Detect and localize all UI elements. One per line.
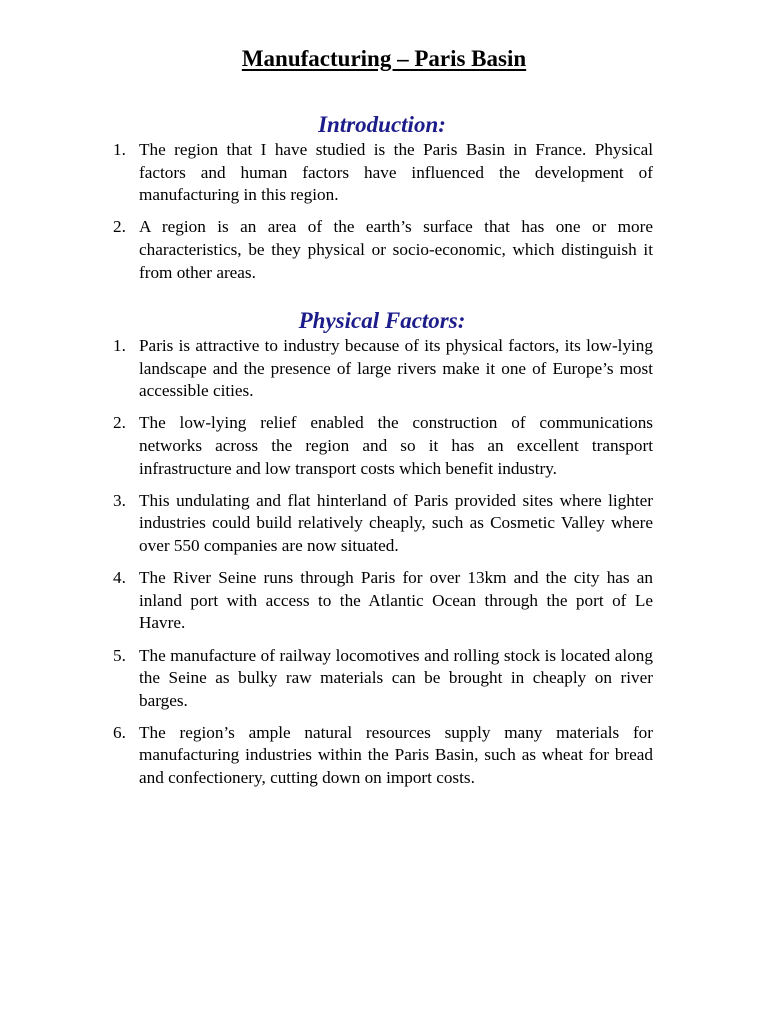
document-title: Manufacturing – Paris Basin — [241, 46, 527, 71]
item-number: 5. — [113, 645, 126, 665]
physical-factors-item — [113, 335, 653, 403]
physical-factors-item — [113, 412, 653, 480]
item-number: 1. — [113, 336, 126, 355]
physical-factors-item — [113, 645, 653, 713]
introduction-item — [113, 216, 653, 284]
item-text: Paris is attractive to industry because of its physical factors, its low-lying landscape and the presence of large rivers make it one of Europe’s most accessible cities. — [139, 336, 653, 401]
item-number: 2. — [113, 413, 126, 433]
item-number: 3. — [113, 490, 126, 510]
physical-factors-heading: Physical Factors: — [298, 308, 466, 333]
item-text: The River Seine runs through Paris for over 13km and the city has an inland port with access to the Atlantic Ocean through the port of Le Havre. — [139, 568, 653, 633]
introduction-heading: Introduction: — [318, 112, 446, 137]
item-number: 2. — [113, 217, 126, 237]
item-text: A region is an area of the earth’s surface that has one or more characteristics, be they physical or socio-economic, which distinguish it from other areas. — [139, 217, 653, 282]
item-number: 4. — [113, 568, 126, 588]
physical-factors-item — [113, 490, 653, 558]
item-text: The manufacture of railway locomotives and rolling stock is located along the Seine as bulky raw materials can be brought in cheaply on river barges. — [139, 645, 653, 710]
item-number: 1. — [113, 140, 126, 159]
item-text: This undulating and flat hinterland of Paris provided sites where lighter industries could build relatively cheaply, such as Cosmetic Valley where over 550 companies are now situated. — [139, 490, 653, 555]
item-text: The region’s ample natural resources supply many materials for manufacturing industries within the Paris Basin, such as wheat for bread and confectionery, cutting down on import costs. — [139, 722, 653, 788]
item-text: The low-lying relief enabled the construction of communications networks across the region and so it has an excellent transport infrastructure and low transport costs which benefit industry. — [139, 413, 653, 478]
physical-factors-list — [113, 335, 653, 799]
introduction-item — [113, 139, 653, 207]
item-number: 6. — [113, 722, 126, 742]
item-text: The region that I have studied is the Paris Basin in France. Physical factors and human factors have influenced the development of manufacturing in this region. — [139, 140, 653, 205]
physical-factors-item — [113, 722, 653, 790]
introduction-list — [113, 139, 653, 294]
physical-factors-item — [113, 567, 653, 635]
